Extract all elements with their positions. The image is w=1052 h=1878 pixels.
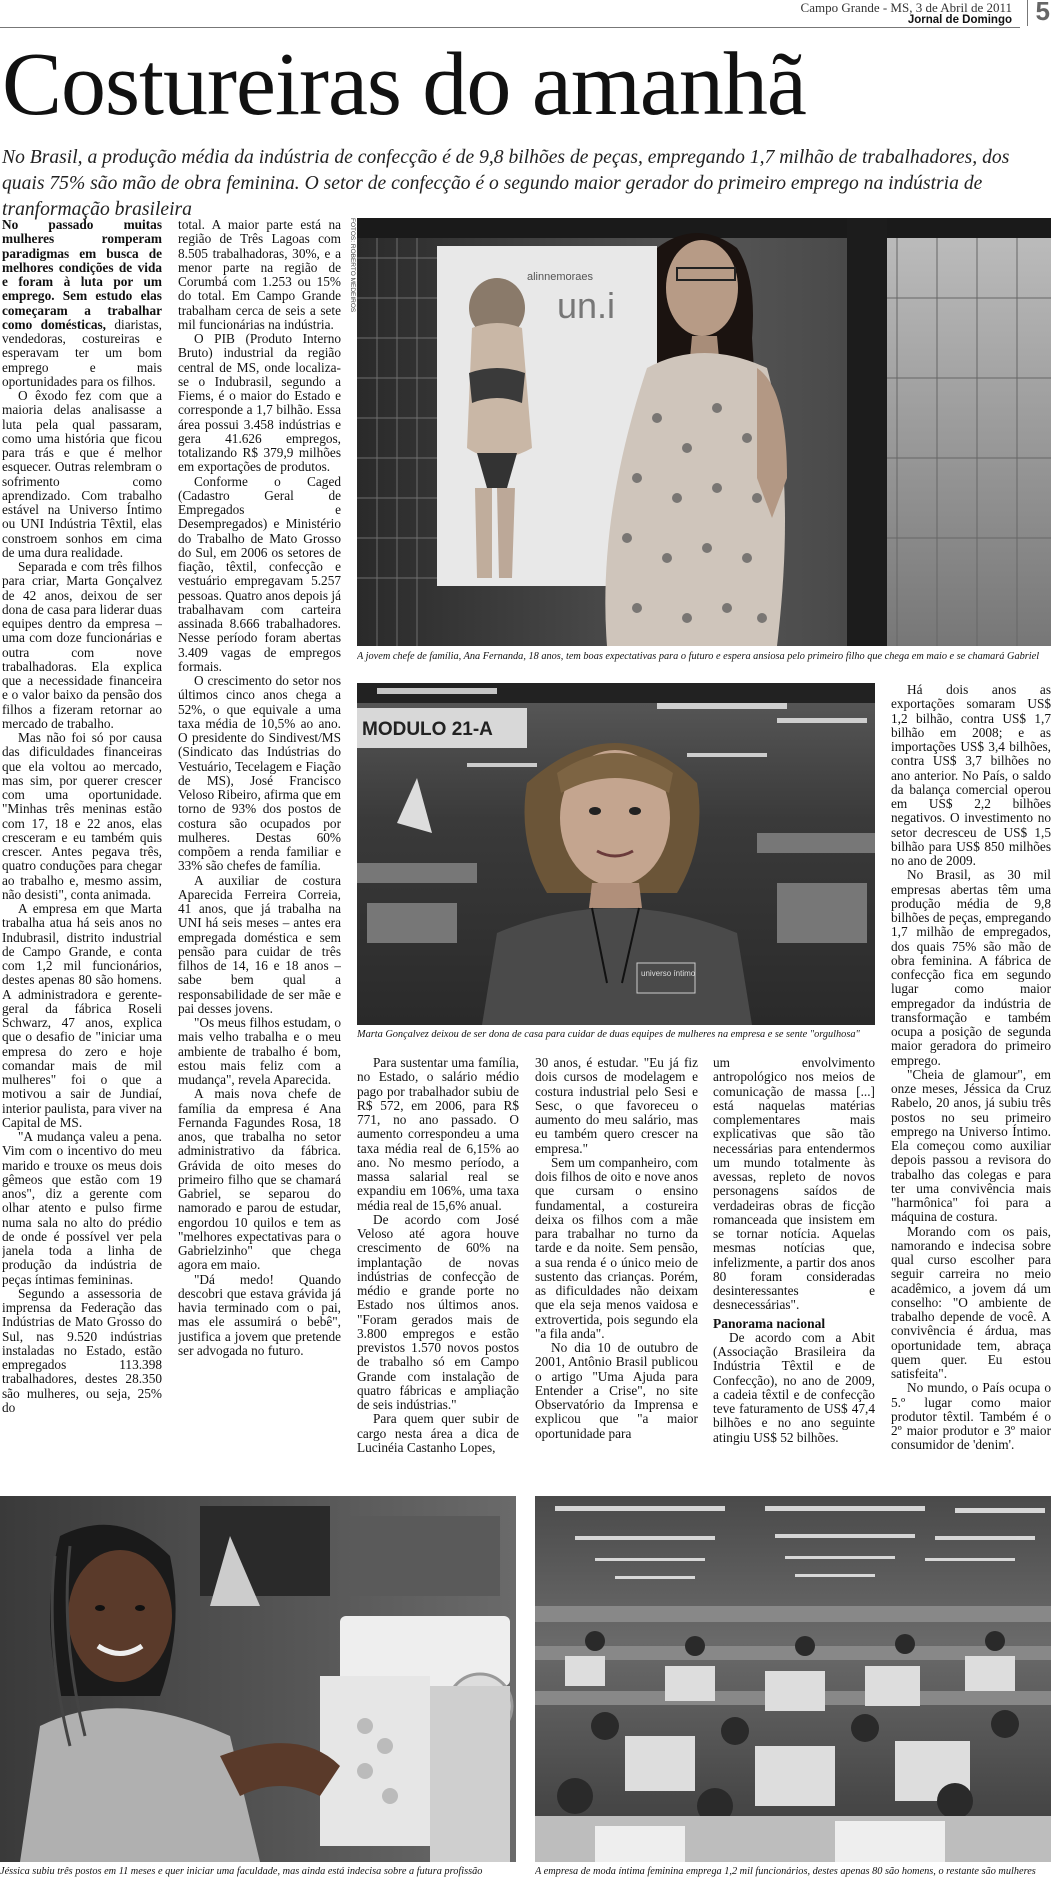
- paragraph: No Brasil, as 30 mil empresas abertas têm uma produção média de 9,8 bilhões de peças, empregando 1,7 milhão de empregados, dos quais 75% são mão de obra feminina. A fábrica de confecção fica em segundo lugar como maior empregador da indústria de transformação e também ocupa a posição de segunda maior geradora do primeiro emprego.: [891, 867, 1051, 1068]
- photo-marta: [357, 683, 875, 1025]
- section-heading: Panorama nacional: [713, 1315, 826, 1331]
- paragraph: De acordo com a Abit (Associação Brasileira da Indústria Têxtil e de Confecção), no ano de 2009, a cadeia têxtil e de confecção teve faturamento de US$ 47,4 bilhões e no ano seguinte atingiu US$ 52 bilhões.: [713, 1329, 875, 1445]
- paragraph: "Os meus filhos estudam, o mais velho trabalha e o meu ambiente de trabalho é bom, estou mais feliz com a mudança", revela Aparecida.: [178, 1015, 341, 1087]
- paragraph: "Cheia de glamour", em onze meses, Jéssica da Cruz Rabelo, 20 anos, já subiu três postos no seu primeiro emprego na Universo Íntimo. Ela começou como auxiliar depois passou a revisora do trabalho das colegas e para ter uma convivência mais "harmônica" foi para a máquina de costura.: [891, 1066, 1051, 1225]
- article-column-1: [2, 218, 162, 1478]
- photo-factory-floor: [535, 1496, 1051, 1862]
- paragraph: Há dois anos as exportações somaram US$ 1,2 bilhão, contra US$ 1,7 bilhão em 2008; e as importações US$ 3,4 bilhões, contra US$ 3,7 bilhões no ano anterior. No País, o saldo da balança comercial operou em US$ 2,2 bilhões negativos. O investimento no setor decresceu de US$ 1,5 bilhão para US$ 850 milhões no ano de 2009.: [891, 683, 1051, 868]
- paragraph: No mundo, o País ocupa o 5.º lugar como maior produtor têxtil. Também é o 2º maior produtor e 3º maior consumidor de 'denim'.: [891, 1380, 1051, 1453]
- photo-caption-2: Marta Gonçalvez deixou de ser dona de casa para cuidar de duas equipes de mulheres na empresa e se sente "orgulhosa": [357, 1029, 860, 1040]
- paragraph: O êxodo fez com que a maioria delas analisasse a luta pela qual passaram, como uma história que ficou para trás e que é melhor esquecer. Outras relembram o sofrimento como aprendizado. Com trabalho estável na Universo Íntimo ou UNI Indústria Têxtil, elas constroem sonhos em cima de uma dura realidade.: [2, 388, 162, 560]
- paragraph: No dia 10 de outubro de 2001, Antônio Brasil publicou o artigo "Uma Ajuda para Entender a Crise", no site Observatório da Imprensa e explicou que "a maior oportunidade para: [535, 1340, 698, 1441]
- paragraph: Conforme o Caged (Cadastro Geral de Empregados e Desempregados) e Ministério do Trabalho de Mato Grosso do Sul, em 2006 os setores de fiação, têxtil, confecção e vestuário empregavam 5.257 pessoas. Quatro anos depois já trabalhavam com carteira assinada 8.666 trabalhadores. Nesse período foram abertas 3.409 vagas de empregos formais.: [178, 473, 341, 674]
- factory-sign: MODULO 21-A: [362, 719, 493, 740]
- paragraph: Separada e com três filhos para criar, Marta Gonçalvez de 42 anos, deixou de ser dona de casa para liderar duas equipes dentro da empresa – uma com doze funcionárias e outra com nove trabalhadoras. Ela explica que a necessidade financeira e o valor baixo da pensão dos filhos a fizeram retornar ao mercado de trabalho.: [2, 559, 162, 731]
- shirt-logo: universo íntimo: [641, 969, 696, 978]
- paragraph: Mas não foi só por causa das dificuldades financeiras que ela voltou ao mercado, mas sim, por querer crescer com uma oportunidade. "Minhas três meninas estão com 17, 18 e 22 anos, elas cresceram e eu também quis crescer. Antes pegava três, quatro conduções para chegar ao trabalho e, mesmo assim, não desisti", conta animada.: [2, 730, 162, 902]
- headline: Costureiras do amanhã: [2, 35, 806, 134]
- lead-paragraph: [2, 218, 162, 389]
- paragraph: Sem um companheiro, com dois filhos de oito e nove anos que cursam o ensino fundamental, a costureira deixa os filhos com a mãe para trabalhar no turno da tarde e da noite. Sem pensão, a sua renda é o único meio de sustento das crianças. Porém, as dificuldades não deixam que ela seja menos vaidosa e extrovertida, pois segundo ela "a fila anda".: [535, 1154, 698, 1341]
- newspaper-name: Jornal de Domingo: [907, 14, 1012, 26]
- article-column-5: [713, 1056, 875, 1476]
- photo-caption-1: A jovem chefe de família, Ana Fernanda, 18 anos, tem boas expectativas para o futuro e espera ansiosa pelo primeiro filho que chega em maio e se chamará Gabriel: [357, 651, 1040, 662]
- paragraph: O PIB (Produto Interno Bruto) industrial da região central de MS, onde localiza-se o Indubrasil, segundo a Fiems, é o maior do Estado e corresponde a 1,7 bilhão. Essa área possui 3.458 indústrias e gera 41.626 empregos, totalizando R$ 379,9 milhões em exportações de produtos.: [178, 331, 341, 475]
- article-column-2: [178, 218, 341, 1478]
- paragraph: 30 anos, é estudar. "Eu já fiz dois cursos de modelagem e costura industrial pelo Sesi e Sesc, o que favoreceu o aumento do meu salário, mas eu também quero crescer na empresa.": [535, 1056, 698, 1156]
- paragraph: total. A maior parte está na região de Três Lagoas com 8.505 trabalhadoras, 30%, e a menor parte na região de Corumbá com 1.253 ou 15% do total. Em Campo Grande trabalham cerca de seis a sete mil funcionárias na indústria.: [178, 218, 341, 332]
- masthead-rule: [0, 27, 1020, 28]
- paragraph: O crescimento do setor nos últimos cinco anos chega a 52%, o que equivale a uma taxa média de 10,5% ao ano. O presidente do Sindivest/MS (Sindicato das Indústrias do Vestuário, Tecelagem e Fiação de MS), José Francisco Veloso Ribeiro, afirma que em torno de 93% dos postos de costura são ocupados por mulheres. Destas 60% compõem a renda familiar e 33% são chefes de família.: [178, 673, 341, 874]
- lead-rest: diaristas, vendedoras, costureiras e esperavam ter um bom emprego e mais oportunidades para os filhos.: [2, 316, 162, 389]
- paragraph: um envolvimento antropológico nos meios de comunicação de massa [...] está naquelas matérias complementares mais explicativas que são tão necessárias para entendermos um mundo totalmente às avessas, repleto de novos personagens saídos de verdadeiras obras de ficção romanceada que insistem em se tornar notícia. Aquelas mesmas notícias que, infelizmente, a partir dos anos 80 foram consideradas desinteressantes e desnecessárias".: [713, 1056, 875, 1313]
- masthead: [0, 0, 1052, 30]
- poster-brand: alinnemoraes: [527, 271, 594, 283]
- photo-jessica: [0, 1496, 516, 1862]
- lead-bold: No passado muitas mulheres romperam paradigmas em busca de melhores condições de vida e foram à luta por um emprego. Sem estudo elas começaram a trabalhar como domésticas,: [2, 218, 162, 332]
- issue-date: Campo Grande - MS, 3 de Abril de 2011: [800, 0, 1012, 15]
- poster-logo: un.i: [557, 285, 616, 326]
- paragraph: "Dá medo! Quando descobri que estava grávida já havia terminado com o pai, mas ele assumirá o bebê", justifica a jovem que pretende ser advogada no futuro.: [178, 1271, 341, 1358]
- page-number: 5: [1027, 0, 1050, 26]
- photo-caption-3: Jéssica subiu três postos em 11 meses e quer iniciar uma faculdade, mas ainda está indecisa sobre a futura profissão: [0, 1866, 483, 1877]
- paragraph: "A mudança valeu a pena. Vim com o incentivo do meu marido e trouxe os meus dois gêmeos que estão com 19 anos", diz a gerente com olhar atento e pulso firme numa sala no alto do prédio de onde é possível ver pela janela toda a linha de produção da indústria de peças íntimas femininas.: [2, 1129, 162, 1287]
- paragraph: Para sustentar uma família, no Estado, o salário médio pago por trabalhador subiu de R$ 572, em 2006, para R$ 771, no ano passado. O aumento correspondeu a uma taxa média real de 6,15% ao ano. No mesmo período, a massa salarial real se expandiu em 106%, uma taxa média real de 15,6% anual.: [357, 1056, 519, 1213]
- paragraph: Segundo a assessoria de imprensa da Federação das Indústrias de Mato Grosso do Sul, nas 9.520 indústrias instaladas no Estado, estão empregados 113.398 trabalhadores, destes 28.350 são mulheres, ou seja, 25% do: [2, 1285, 162, 1415]
- paragraph: Para quem quer subir de cargo nesta área a dica de Lucinéia Castanho Lopes,: [357, 1411, 519, 1455]
- paragraph: A mais nova chefe de família da empresa é Ana Fernanda Fagundes Rosa, 18 anos, que trabalha no setor administrativo da fábrica. Grávida de oito meses do primeiro filho que se chamará Gabriel, se separou do namorado e parou de estudar, engordou 10 quilos e tem as "melhores expectativas para o Gabrielzinho" que chega agora em maio.: [178, 1086, 341, 1273]
- paragraph: Morando com os pais, namorando e indecisa sobre qual curso escolher para seguir carreira no meio acadêmico, a jovem dá um conselho: "O ambiente de trabalho depende de você. A convivência é árdua, mas oportunidade tem, abraça quem quer. Eu estou satisfeita".: [891, 1223, 1051, 1381]
- photo-ana-fernanda: [357, 218, 1051, 646]
- photo-credit: FOTOS: ROBERTO MEDEIROS: [349, 218, 356, 313]
- paragraph: A auxiliar de costura Aparecida Ferreira Correia, 41 anos, que já trabalha na UNI há seis meses – antes era empregada doméstica e sem pensão para cuidar de três filhos de 14, 16 e 18 anos – sabe bem qual a responsabilidade de ser mãe e pai desses jovens.: [178, 872, 341, 1016]
- deck-subtitle: No Brasil, a produção média da indústria de confecção é de 9,8 bilhões de peças, empregando 1,7 milhão de trabalhadores, dos quais 75% são mão de obra feminina. O setor de confecção é o segundo maior gerador do primeiro emprego na indústria de tranformação brasileira: [2, 147, 1010, 220]
- photo-caption-4: A empresa de moda íntima feminina emprega 1,2 mil funcionários, destes apenas 80 são homens, o restante são mulheres: [535, 1866, 1036, 1877]
- article-column-4: [535, 1056, 698, 1476]
- paragraph: A empresa em que Marta trabalha atua há seis anos no Indubrasil, distrito industrial de Campo Grande, e conta com 1,2 mil funcionários, destes apenas 80 são homens. A administradora e gerente-geral da fábrica Roseli Schwarz, 47 anos, explica que o desafio de "iniciar uma empresa do zero e hoje comandar mais de mil mulheres" foi o que a motivou a sair de Jundiaí, interior paulista, para viver na Capital de MS.: [2, 901, 162, 1130]
- paragraph: De acordo com José Veloso até agora houve crescimento de 60% na implantação de novas indústrias de confecção de médio e grande porte no Estado nos últimos anos. "Foram gerados mais de 3.800 empregos e estão previstos 1.570 novos postos de trabalho só em Campo Grande com instalação de quatro fábricas e ampliação de seis indústrias.": [357, 1211, 519, 1412]
- article-column-3: [357, 1056, 519, 1476]
- article-column-6: [891, 683, 1051, 1478]
